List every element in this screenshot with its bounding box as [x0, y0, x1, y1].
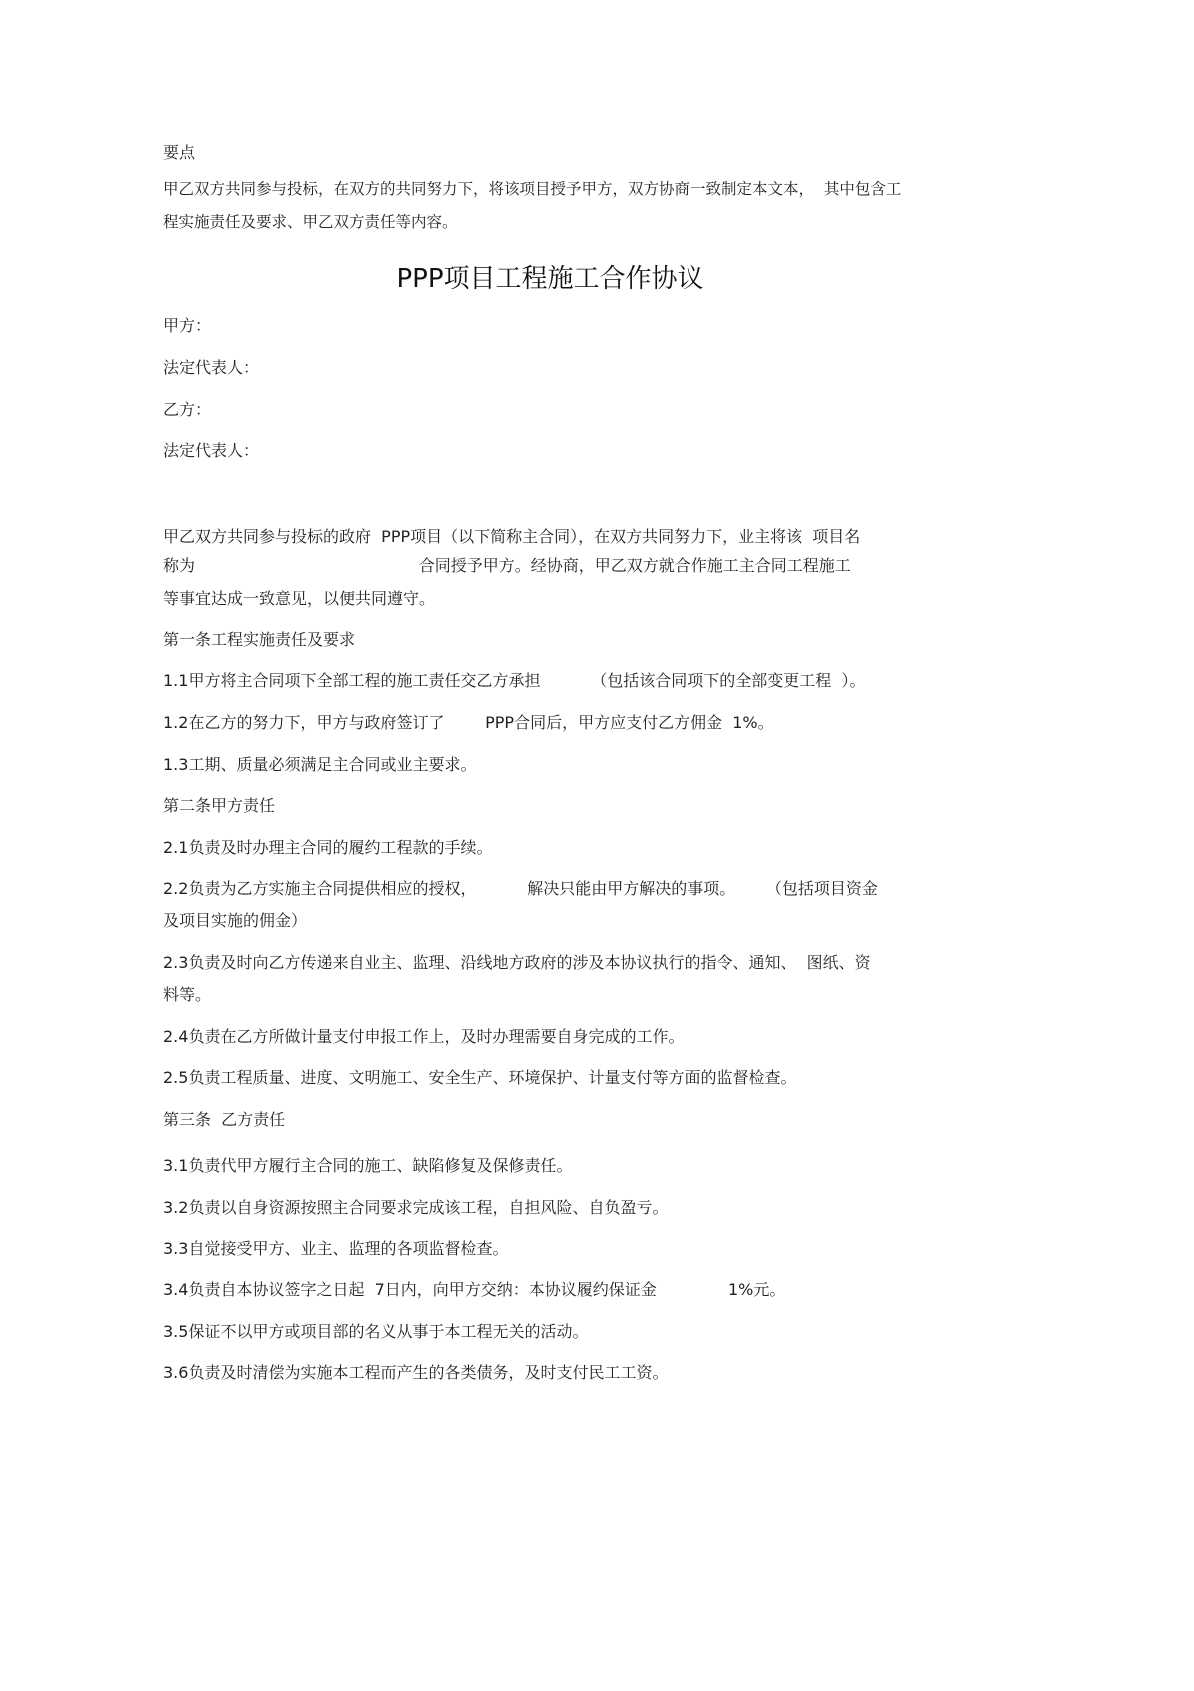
intro-paragraph-line: 甲乙双方共同参与投标的政府 PPP项目（以下简称主合同），在双方共同努力下，业主将该 项目名	[163, 527, 861, 546]
summary-line: 程实施责任及要求、甲乙双方责任等内容。	[163, 213, 458, 231]
clause-3-2: 3.2负责以自身资源按照主合同要求完成该工程，自担风险、自负盈亏。	[163, 1198, 669, 1217]
clause-1-1: 1.1甲方将主合同项下全部工程的施工责任交乙方承担 （包括该合同项下的全部变更工程 ）。	[163, 671, 866, 690]
party-a-representative-label: 法定代表人：	[163, 358, 260, 377]
clause-3-3: 3.3自觉接受甲方、业主、监理的各项监督检查。	[163, 1239, 509, 1258]
document-title: PPP项目工程施工合作协议	[396, 264, 704, 294]
article-3-heading: 第三条 乙方责任	[163, 1110, 286, 1129]
party-a-label: 甲方：	[163, 316, 212, 335]
summary-heading: 要点	[163, 143, 196, 162]
intro-paragraph-line: 称为 合同授予甲方。经协商，甲乙双方就合作施工主合同工程施工	[163, 556, 851, 575]
clause-2-3-continued: 料等。	[163, 985, 212, 1004]
intro-paragraph-line: 等事宜达成一致意见，以便共同遵守。	[163, 589, 436, 608]
party-b-label: 乙方：	[163, 400, 212, 419]
clause-2-2-continued: 及项目实施的佣金）	[163, 911, 308, 930]
clause-1-3: 1.3工期、质量必须满足主合同或业主要求。	[163, 755, 477, 774]
article-1-heading: 第一条工程实施责任及要求	[163, 630, 356, 649]
clause-3-5: 3.5保证不以甲方或项目部的名义从事于本工程无关的活动。	[163, 1322, 589, 1341]
clause-2-5: 2.5负责工程质量、进度、文明施工、安全生产、环境保护、计量支付等方面的监督检查。	[163, 1068, 797, 1087]
clause-2-3: 2.3负责及时向乙方传递来自业主、监理、沿线地方政府的涉及本协议执行的指令、通知、 图纸、资	[163, 953, 871, 972]
clause-2-2: 2.2负责为乙方实施主合同提供相应的授权， 解决只能由甲方解决的事项。 （包括项目资金	[163, 879, 878, 898]
clause-1-2: 1.2在乙方的努力下，甲方与政府签订了 PPP合同后，甲方应支付乙方佣金 1%。	[163, 713, 774, 732]
article-2-heading: 第二条甲方责任	[163, 796, 276, 815]
summary-line: 甲乙双方共同参与投标，在双方的共同努力下，将该项目授予甲方，双方协商一致制定本文本， 其中包含工	[163, 180, 902, 198]
party-b-representative-label: 法定代表人：	[163, 441, 260, 460]
clause-3-4: 3.4负责自本协议签字之日起 7日内，向甲方交纳：本协议履约保证金 1%元。	[163, 1280, 786, 1299]
clause-3-1: 3.1负责代甲方履行主合同的施工、缺陷修复及保修责任。	[163, 1156, 573, 1175]
clause-2-4: 2.4负责在乙方所做计量支付申报工作上，及时办理需要自身完成的工作。	[163, 1027, 685, 1046]
clause-2-1: 2.1负责及时办理主合同的履约工程款的手续。	[163, 838, 493, 857]
clause-3-6: 3.6负责及时清偿为实施本工程而产生的各类债务，及时支付民工工资。	[163, 1363, 669, 1382]
